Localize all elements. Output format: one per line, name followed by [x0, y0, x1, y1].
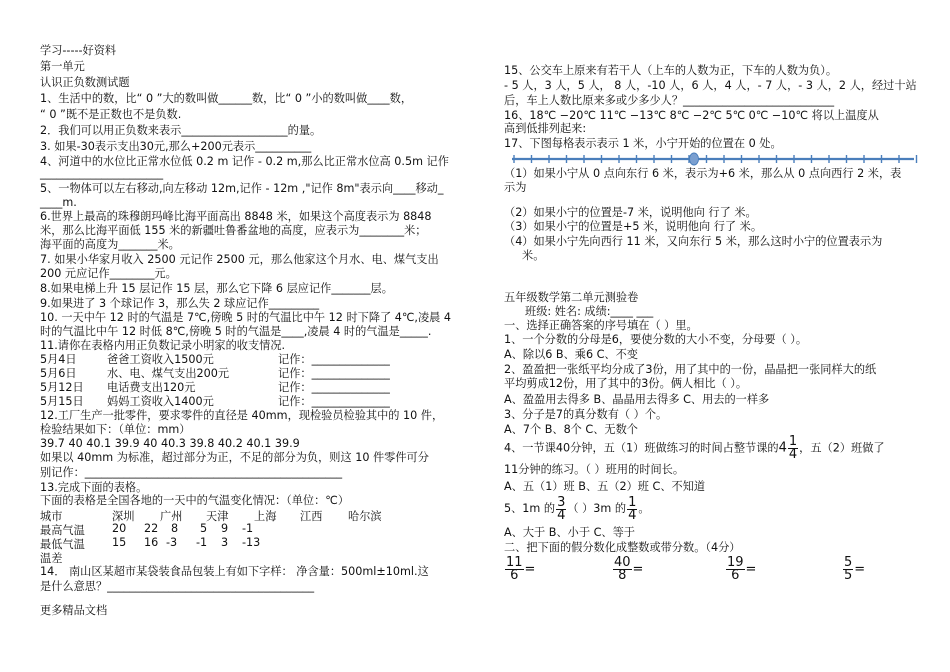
table-row-label: 温差: [40, 552, 63, 565]
sub4-line2: 米。: [522, 249, 545, 262]
q1-line1: 1、生活中的数，比“ 0 ”大的数叫做______数，比“ 0 ”小的数叫做____数，: [40, 92, 413, 105]
q10-line1: 10. 一天中午 12 时的气温是 7℃,傍晚 5 时的气温比中午 12 时下降了 4℃,凌晨 4: [40, 311, 452, 324]
choice4-whole: 4: [778, 440, 787, 456]
mixed-number-item: [504, 557, 535, 582]
record-date: 5月15日: [40, 395, 84, 408]
table-cell: 8: [171, 522, 179, 535]
record-label: 记作：______________: [278, 367, 390, 380]
improper-fraction: $\frac{5}{5}$: [844, 555, 853, 583]
record-date: 5月4日: [40, 353, 77, 366]
sub3: （3）如果小宁的位置是+5 米，说明他向 行了 米。: [504, 220, 763, 233]
equals-sign: =: [524, 562, 536, 577]
record-item: 爸爸工资收入1500元: [107, 353, 214, 366]
record-item: 电话费支出120元: [107, 381, 196, 394]
q1-line2: “ 0 ”既不是正数也不是负数.: [40, 108, 182, 121]
choice5-text-mid: （ ）3m 的: [567, 502, 627, 515]
table-header: 深圳: [112, 510, 135, 523]
number-line: [508, 150, 918, 168]
table-header: 城市: [40, 510, 63, 523]
q15-line1: 15、公交车上原来有若干人（上车的人数为正，下车的人数为负）。: [504, 64, 838, 77]
table-cell: -13: [242, 536, 261, 549]
choice5-fraction-b: $\frac{1}{4}$: [628, 494, 637, 523]
q4-line2: ______________________: [40, 167, 164, 180]
sub1-line1: （1）如果小宁从 0 点向东行 6 米，表示为+6 米，那么从 0 点向西行 2 米，表: [504, 167, 902, 180]
test2-title: 五年级数学第二单元测验卷: [504, 291, 639, 304]
record-label: 记作：______________: [278, 353, 390, 366]
choice5-text: 5、1m 的: [504, 502, 556, 515]
choice4-line1: [504, 436, 885, 461]
q14-line2: 是什么意思？_____________________________________: [40, 580, 315, 593]
test2-info: 班级: 姓名: 成绩:____ ___: [525, 305, 654, 318]
table-cell: 16: [144, 536, 159, 549]
improper-fraction: $\frac{40}{8}$: [614, 555, 631, 583]
footer-watermark: 更多精品文档: [40, 604, 108, 617]
table-cell: -3: [166, 536, 178, 549]
equals-sign: =: [854, 562, 866, 577]
table-header: 哈尔滨: [348, 510, 382, 523]
q13: 13.完成下面的表格。: [40, 481, 148, 494]
table-cell: -1: [242, 522, 254, 535]
q10-line2: 时的气温比中午 12 时低 8℃,傍晚 5 时的气温是____,凌晨 4 时的气温是_____.: [40, 325, 432, 338]
choice4-text: 4、一节课40分钟，五（1）班做练习的时间占整节课的: [504, 441, 779, 455]
choice2-options: A、盈盈用去得多 B、晶晶用去得多 C、用去的一样多: [504, 393, 770, 406]
q3: 3. 如果-30表示支出30元,那么+200元表示__________: [40, 140, 312, 153]
unit-title: 第一单元: [40, 60, 85, 73]
record-date: 5月12日: [40, 381, 84, 394]
choice3: 3、分子是7的真分数有（ ）个。: [504, 408, 668, 421]
choice4-options: A、五（1）班 B、五（2）班 C、不知道: [504, 480, 706, 493]
q2: 2．我们可以用正负数来表示___________________的量。: [40, 124, 322, 137]
q9: 9.如果进了 3 个球记作 3，那么失 2 球应记作_________: [40, 297, 320, 310]
choice4-fraction: $\frac{1}{4}$: [788, 434, 798, 462]
record-item: 妈妈工资收入1400元: [107, 395, 214, 408]
q12-line2: 检验结果如下：（单位：mm）: [40, 423, 191, 436]
q15-line2: - 5 人，3 人，5 人， 8 人，-10 人，6 人，4 人，- 7 人，- 3 人，2 人，经过十站: [504, 79, 917, 92]
improper-fraction: $\frac{11}{6}$: [506, 555, 523, 583]
test-title: 认识正负数测试题: [40, 76, 130, 89]
choice1-options: A、除以6 B、乘6 C、不变: [504, 348, 638, 361]
table-header: 上海: [254, 510, 277, 523]
q7-line2: 200 元应记作________元。: [40, 267, 177, 280]
record-date: 5月6日: [40, 367, 77, 380]
table-cell: 3: [221, 536, 229, 549]
choice2-line2: 平均剪成12份，用了其中的3份。俩人相比（ ）。: [504, 377, 748, 390]
q11: 11.请你在表格内用正负数记录小明家的收支情况.: [40, 339, 286, 352]
q5-line2: ____m.: [40, 196, 77, 209]
q12-line1: 12.工厂生产一批零件，要求零件的直径是 40mm，现检验员检验其中的 10 件，: [40, 409, 444, 422]
equals-sign: =: [632, 562, 644, 577]
q7-line1: 7. 如果小华家月收入 2500 元记作 2500 元，那么他家这个月水、电、煤气支出: [40, 253, 439, 266]
q8: 8.如果电梯上升 15 层记作 15 层，那么它下降 6 层应记作_______层。: [40, 282, 393, 295]
choice3-options: A、7个 B、8个 C、无数个: [504, 423, 638, 436]
q5-line1: 5、一物体可以左右移动,向左移动 12m,记作 - 12m ,"记作 8m"表示向____移动_: [40, 182, 444, 195]
table-row-label: 最低气温: [40, 538, 85, 551]
part2-heading: 二、把下面的假分数化成整数或带分数。（4分）: [504, 541, 741, 554]
choice4-line2: 11分钟的练习。（ ）班用的时间长。: [504, 463, 685, 476]
choice2-line1: 2、盈盈把一张纸平均分成了3份，用了其中的一份，晶晶把一张同样大的纸: [504, 363, 877, 376]
improper-fraction: $\frac{19}{6}$: [727, 555, 744, 583]
table-header: 广州: [160, 510, 183, 523]
origin-marker: [690, 153, 699, 165]
choice5-options: A、大于 B、小于 C、等于: [504, 526, 635, 539]
choice4-text-post: ，五（2）班做了: [799, 441, 885, 455]
record-item: 水、电、煤气支出200元: [107, 367, 230, 380]
q6-line3: 海平面的高度为_______米。: [40, 238, 180, 251]
table-header: 天津: [206, 510, 229, 523]
choice1: 1、一个分数的分母是6，要使分数的大小不变，分母要（ ）。: [504, 333, 808, 346]
table-cell: 22: [144, 522, 159, 535]
equals-sign: =: [745, 562, 757, 577]
table-cell: 20: [112, 522, 127, 535]
q13-intro: 下面的表格是全国各地的一天中的气温变化情况：（单位：℃）: [40, 494, 350, 507]
choice5-text-post: 。: [638, 502, 650, 515]
q12-line4: 别记作：______________________________________________: [40, 466, 343, 479]
part1-heading: 一、选择正确答案的序号填在（ ）里。: [504, 319, 698, 332]
table-cell: 9: [221, 522, 229, 535]
q16-line1: 16、18℃ −20℃ 11℃ −13℃ 8℃ −2℃ 5℃ 0℃ −10℃ 将以上温度从: [504, 109, 879, 122]
mixed-number-item: [612, 557, 643, 582]
q16-line2: 高到低排列起来:: [504, 122, 587, 135]
sub2: （2）如果小宁的位置是-7 米，说明他向 行了 米。: [504, 206, 757, 219]
record-label: 记作：______________: [278, 395, 390, 408]
choice5: [504, 496, 650, 522]
q6-line1: 6.世界上最高的珠穆朗玛峰比海平面高出 8848 米，如果这个高度表示为 8848: [40, 210, 432, 223]
sub4-line1: （4）如果小宁先向西行 11 米，又向东行 5 米，那么这时小宁的位置表示为: [504, 235, 883, 248]
q14-line1: 14． 南山区某超市某袋装食品包装上有如下字样： 净含量：500ml±10ml.这: [40, 565, 429, 578]
q15-line3: 后，车上人数比原来多或少多少人？___________________________: [504, 94, 835, 107]
table-cell: 5: [200, 522, 208, 535]
sub1-line2: 示为: [504, 181, 527, 194]
header-watermark: 学习-----好资料: [40, 44, 117, 57]
mixed-number-item: [725, 557, 756, 582]
q4-line1: 4、河道中的水位比正常水位低 0.2 m 记作 - 0.2 m,那么比正常水位高 0.5m 记作: [40, 155, 449, 168]
table-cell: 15: [112, 536, 127, 549]
table-row-label: 最高气温: [40, 524, 85, 537]
q6-line2: 米，那么比海平面低 155 米的新疆吐鲁番盆地的高度，应表示为________米；: [40, 224, 427, 237]
q12-values: 39.7 40 40.1 39.9 40 40.3 39.8 40.2 40.1 39.9: [40, 437, 300, 450]
table-header: 江西: [300, 510, 323, 523]
mixed-number-item: [842, 557, 865, 582]
choice5-fraction-a: $\frac{3}{4}$: [557, 494, 566, 523]
q12-line3: 如果以 40mm 为标准，超过部分为正，不足的部分为负，则这 10 件零件可分: [40, 451, 429, 464]
record-label: 记作：______________: [278, 381, 390, 394]
q17: 17、下图每格表示表示 1 米，小宁开始的位置在 0 处。: [504, 137, 782, 150]
table-cell: -1: [196, 536, 208, 549]
